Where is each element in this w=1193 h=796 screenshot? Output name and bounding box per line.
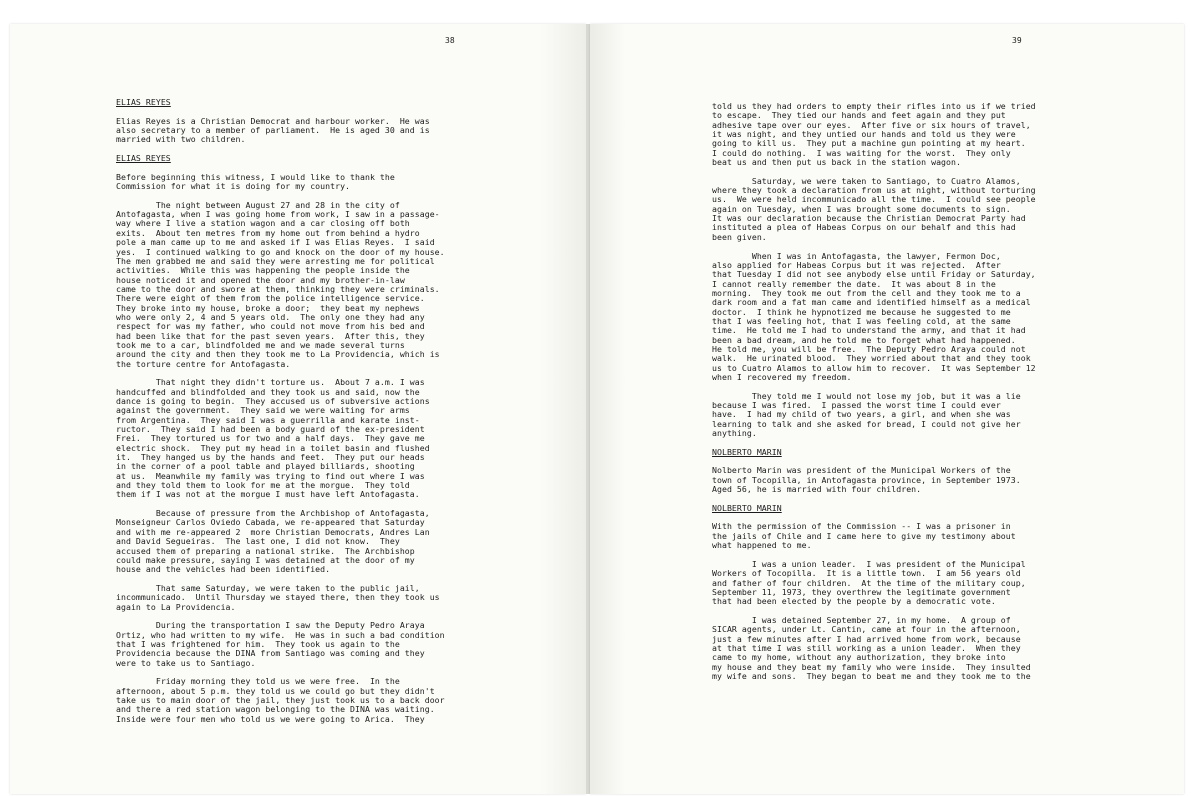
section-heading: NOLBERTO MARIN [712,446,782,457]
paragraph: That night they didn't torture us. About 7 a.m. I was handcuffed and blindfolded and they took us and said, now the dance is going to begin. They accused us of subversive actions against the government. They said we were waiting for arms from Argentina. They said I was a guerrilla and karate inst- ructor. They said I had been a body guard of the ex-president Frei. They tortured us for two and a half days. They gave me electric shock. They put my head in a toilet basin and flushed it. They hanged us by the hands and feet. They put our heads in the corner of a pool table and played billiards, shooting at us. Meanwhile my family was trying to find out where I was and they told them to look for me at the morgue. They told them if I was not at the morgue I must have left Antofagasta. [116,377,430,500]
page-number: 39 [1012,36,1022,45]
paragraph: Nolberto Marin was president of the Municipal Workers of the town of Tocopilla, in Antofagasta province, in September 1973. Aged 56, he is married with four children. [712,465,1021,495]
paragraph: That same Saturday, we were taken to the public jail, incommunicado. Until Thursday we stayed there, then they took us again to La Providencia. [116,582,440,612]
paragraph: Because of pressure from the Archbishop of Antofagasta, Monseigneur Carlos Oviedo Cabada, we re-appeared that Saturday and with me re-appeared 2 more Christian Democrats, Andres Lan and David Segueiras. The last one, I did not know. They accused them of preparing a national strike. The Archbishop could make pressure, saying I was detained at the door of my house and the vehicles had been identified. [116,508,430,575]
paragraph: told us they had orders to empty their rifles into us if we tried to escape. They tied our hands and feet again and they put adhesive tape over our eyes. After five or six hours of travel, it was night, and they untied our hands and told us they were going to kill us. They put a machine gun pointing at my heart. I could do nothing. I was waiting for the worst. They only beat us and then put us back in the station wagon. [712,101,1036,168]
section-heading: ELIAS REYES [116,97,171,107]
section-heading: ELIAS REYES [116,153,171,164]
paragraph: I was detained September 27, in my home. A group of SICAR agents, under Lt. Cantin, came at four in the afternoon, just a few minutes after I had arrived home from work, because at that time I was still working as a union leader. When they came to my home, without any authorization, they broke into my house and they beat my family who were inside. They insulted my wife and sons. They began to beat me and they took me to the [712,614,1031,681]
page-number: 38 [445,36,455,45]
page-text [712,102,1072,691]
right-page [590,24,1184,794]
paragraph: Friday morning they told us we were free. In the afternoon, about 5 p.m. they told us we could go but they didn't take us to main door of the jail, they just took us to a back door and there a red station wagon belonging to the DINA was waiting. Inside were four men who told us we were going to Arica. They [116,676,445,724]
page-text [116,98,501,733]
paragraph: I was a union leader. I was president of the Municipal Workers of Tocopilla. It is a little town. I am 56 years old and father of four children. At the time of the military coup, September 11, 1973, they overthrew the legitimate government that had been elected by the people by a democratic vote. [712,558,1026,607]
section-heading: NOLBERTO MARIN [712,502,782,513]
paragraph: Before beginning this witness, I would like to thank the Commission for what it is doing for my country. [116,171,395,192]
paragraph: They told me I would not lose my job, but it was a lie because I was fired. I passed the worst time I could ever have. I had my child of two years, a girl, and when she was learning to talk and she asked for bread, I could not give her anything. [712,390,1021,439]
paragraph: Saturday, we were taken to Santiago, to Cuatro Alamos, where they took a declaration from us at night, without torturing us. We were held incommunicado all the time. I could see people again on Tuesday, when I was brought some documents to sign. It was our declaration because the Christian Democrat Party had instituted a plea of Habeas Corpus on our behalf and this had been given. [712,175,1036,242]
paragraph: During the transportation I saw the Deputy Pedro Araya Ortiz, who had written to my wife. He was in such a bad condition that I was frightened for him. They took us again to the Providencia because the DINA from Santiago was coming and they were to take us to Santiago. [116,620,445,668]
paragraph: With the permission of the Commission -- I was a prisoner in the jails of Chile and I came here to give my testimony about what happened to me. [712,521,1016,551]
paragraph: Elias Reyes is a Christian Democrat and harbour worker. He was also secretary to a member of parliament. He is aged 30 and is married with two children. [116,115,430,145]
paragraph: The night between August 27 and 28 in the city of Antofagasta, when I was going home from work, I saw in a passage- way where I live a station wagon and a car closing off both exits. About ten metres from my home out from behind a hydro pole a man came up to me and asked if I was Elias Reyes. I said yes. I continued walking to go and knock on the door of my house. The men grabbed me and said they were arresting me for political activities. While this was happening the people inside the house noticed it and opened the door and my brother-in-law came to the door and swore at them, thinking they were criminals. There were eight of them from the police intelligence service. They broke into my house, broke a door; they beat my nephews who were only 2, 4 and 5 years old. The only one they had any respect for was my father, who could not move from his bed and had been like that for the past seven years. After this, they took me to a car, blindfolded me and we made several turns around the city and then they took me to La Providencia, which is the torture centre for Antofagasta. [116,199,445,369]
paragraph: When I was in Antofagasta, the lawyer, Fermon Doc, also applied for Habeas Corpus but it was rejected. After that Tuesday I did not see anybody else until Friday or Saturday, I cannot really remember the date. It was about 8 in the morning. They took me out from the cell and they took me to a dark room and a fat man came and identified himself as a medical doctor. I think he hypnotized me because he suggested to me that I was feeling hot, that I was feeling cold, at the same time. He told me I had to understand the army, and that it had been a bad dream, and he told me to forget what had happened. He told me, you will be free. The Deputy Pedro Araya could not walk. He urinated blood. They worried about that and they took us to Cuatro Alamos to allow him to recover. It was September 12 when I recovered my freedom. [712,250,1036,382]
left-page [10,24,586,794]
